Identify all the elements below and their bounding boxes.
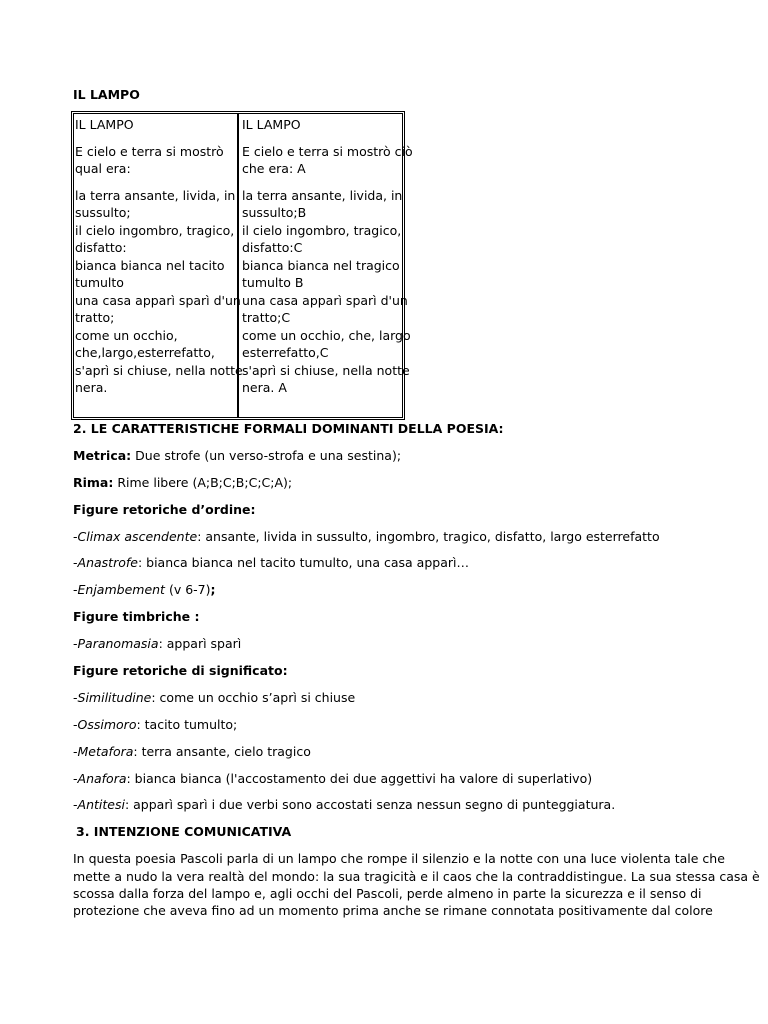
paranomasia-term: Paranomasia <box>77 636 159 652</box>
enjambement-text: (v 6-7) <box>164 582 211 598</box>
paranomasia-dash: - <box>73 636 78 652</box>
anafora-text: : bianca bianca (l'accostamento dei due aggettivi ha valore di superlativo) <box>126 770 593 786</box>
paranomasia-line <box>73 635 698 653</box>
climax-text: : ansante, livida in sussulto, ingombro, tragico, disfatto, largo esterrefatto <box>197 528 660 544</box>
poem-left-verses <box>75 187 243 397</box>
section-3-heading: 3. INTENZIONE COMUNICATIVA <box>76 824 292 840</box>
section-2-heading: 2. LE CARATTERISTICHE FORMALI DOMINANTI DELLA POESIA: <box>73 421 504 436</box>
anastrofe-dash: - <box>73 555 78 571</box>
poem-right-verse-line: il cielo ingombro, tragico, <box>242 222 402 238</box>
poem-table-left-column <box>74 114 243 417</box>
figure-timbriche-heading: Figure timbriche : <box>73 609 200 625</box>
climax-line <box>73 528 698 546</box>
paragraph-line: protezione che aveva fino ad un momento prima anche se rimane connotata positivamente dal colore <box>73 903 713 919</box>
poem-right-verse-line: sussulto;B <box>242 205 307 220</box>
poem-table-right-column <box>240 114 413 417</box>
poem-left-verse-line: una casa apparì sparì d'un <box>75 292 241 308</box>
poem-right-verse-line: tumulto B <box>242 275 304 290</box>
ossimoro-line <box>73 716 698 734</box>
anafora-line <box>73 770 698 788</box>
antitesi-dash: - <box>73 797 78 813</box>
poem-right-verse-line: una casa apparì sparì d'un <box>242 292 408 308</box>
poem-left-verse-line: la terra ansante, livida, in <box>75 187 236 203</box>
similitudine-text: : come un occhio s’aprì si chiuse <box>151 689 356 705</box>
anastrofe-term: Anastrofe <box>77 555 138 571</box>
climax-dash: - <box>73 528 78 544</box>
ossimoro-dash: - <box>73 716 78 732</box>
document-title: IL LAMPO <box>73 87 140 102</box>
poem-right-verse-line: bianca bianca nel tragico <box>242 257 400 273</box>
antitesi-text: : apparì sparì i due verbi sono accostati senza nessun segno di punteggiatura. <box>124 797 616 813</box>
poem-right-verse-line: come un occhio, che, largo <box>242 327 411 343</box>
figure-significato-heading: Figure retoriche di significato: <box>73 663 288 679</box>
metrica-label: Metrica: <box>73 447 132 463</box>
poem-table <box>73 113 413 418</box>
poem-table-left-header: IL LAMPO <box>75 117 134 132</box>
poem-right-verse-line: s'aprì si chiuse, nella notte <box>242 362 410 378</box>
paragraph-line: In questa poesia Pascoli parla di un lampo che rompe il silenzio e la notte con una luce violenta tale che <box>73 851 725 867</box>
metrica-line <box>73 447 698 465</box>
poem-right-intro-line: E cielo e terra si mostrò ciò <box>242 143 413 159</box>
figure-ordine-heading: Figure retoriche d’ordine: <box>73 501 256 517</box>
poem-right-verse-line: disfatto:C <box>242 240 303 255</box>
poem-left-verse-line: tumulto <box>75 275 124 290</box>
metafora-term: Metafora <box>77 743 134 759</box>
poem-left-verse-line: sussulto; <box>75 205 131 220</box>
poem-right-verses <box>242 187 411 397</box>
poem-left-verse-line: nera. <box>75 380 108 395</box>
anastrofe-text: : bianca bianca nel tacito tumulto, una casa apparì… <box>137 555 469 571</box>
similitudine-line <box>73 689 698 707</box>
poem-right-verse-line: la terra ansante, livida, in <box>242 187 403 203</box>
climax-term: Climax ascendente <box>77 528 198 544</box>
rima-line <box>73 474 698 492</box>
similitudine-dash: - <box>73 689 78 705</box>
poem-left-intro-line: qual era: <box>75 161 131 176</box>
paragraph-line: scossa dalla forza del lampo e, agli occhi del Pascoli, perde almeno in parte la sicurezza e il senso di <box>73 886 702 902</box>
poem-left-verse-line: bianca bianca nel tacito <box>75 257 225 273</box>
antitesi-term: Antitesi <box>77 797 125 813</box>
anastrofe-line <box>73 554 698 572</box>
poem-right-intro <box>242 143 413 178</box>
poem-left-intro <box>75 143 235 178</box>
metafora-line <box>73 743 698 761</box>
poem-left-verse-line: come un occhio, <box>75 327 178 343</box>
ossimoro-text: : tacito tumulto; <box>136 716 238 732</box>
intenzione-paragraph <box>73 850 760 920</box>
enjambement-dash: - <box>73 582 78 598</box>
poem-left-verse-line: tratto; <box>75 310 115 325</box>
rima-text: Rime libere (A;B;C;B;C;C;A); <box>113 474 293 490</box>
anafora-term: Anafora <box>77 770 127 786</box>
similitudine-term: Similitudine <box>77 689 152 705</box>
rima-label: Rima: <box>73 474 114 490</box>
poem-right-intro-line: che era: A <box>242 161 306 176</box>
poem-left-verse-line: disfatto: <box>75 240 127 255</box>
ossimoro-term: Ossimoro <box>77 716 137 732</box>
poem-left-verse-line: che,largo,esterrefatto, <box>75 345 215 360</box>
poem-right-verse-line: tratto;C <box>242 310 291 325</box>
antitesi-line <box>73 796 698 814</box>
enjambement-line <box>73 581 698 599</box>
poem-left-verse-line: il cielo ingombro, tragico, <box>75 222 235 238</box>
metrica-text: Due strofe (un verso-strofa e una sestina); <box>131 447 402 463</box>
enjambement-end: ; <box>210 582 216 598</box>
poem-right-verse-line: esterrefatto,C <box>242 345 329 360</box>
paragraph-line: mette a nudo la vera realtà del mondo: la sua tragicità e il caos che la contraddistingue. La sua stessa casa è <box>73 868 760 884</box>
enjambement-term: Enjambement <box>77 582 165 598</box>
analysis-body <box>73 420 760 920</box>
poem-left-verse-line: s'aprì si chiuse, nella notte <box>75 362 243 378</box>
poem-right-verse-line: nera. A <box>242 380 287 395</box>
anafora-dash: - <box>73 770 78 786</box>
metafora-dash: - <box>73 743 78 759</box>
poem-table-right-header: IL LAMPO <box>242 117 301 132</box>
metafora-text: : terra ansante, cielo tragico <box>133 743 311 759</box>
paranomasia-text: : apparì sparì <box>158 636 242 652</box>
poem-left-intro-line: E cielo e terra si mostrò <box>75 143 224 159</box>
